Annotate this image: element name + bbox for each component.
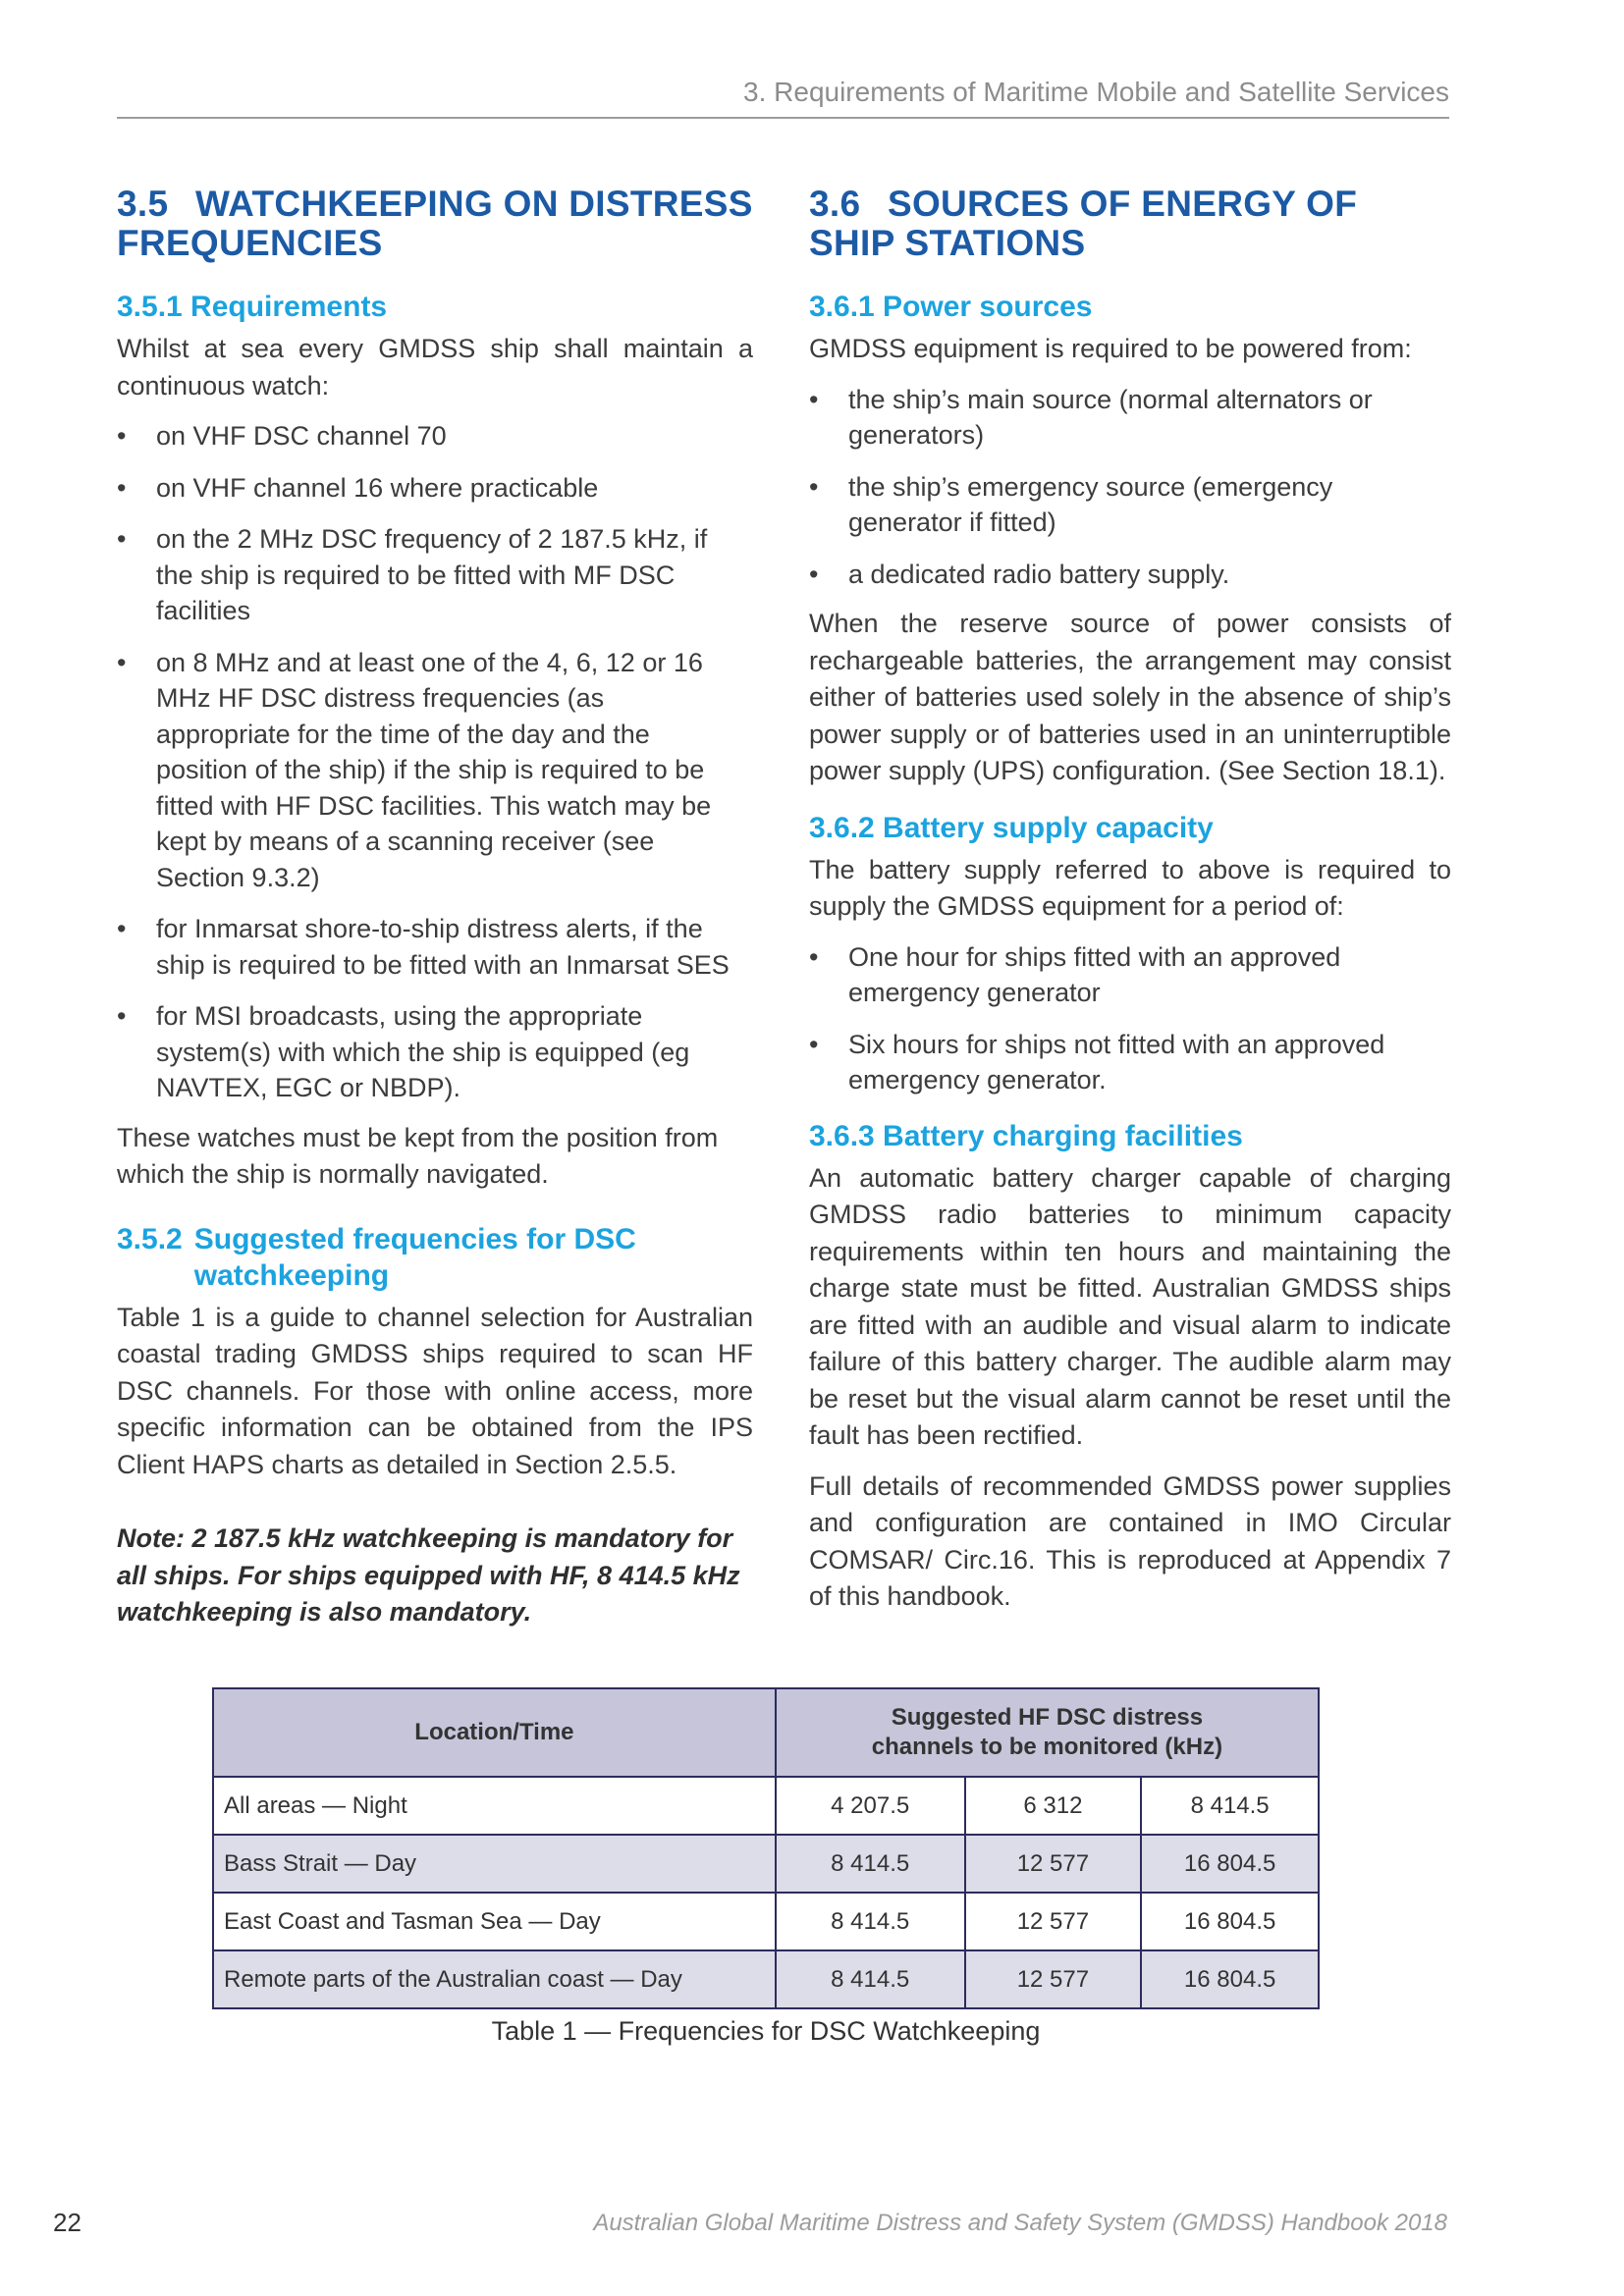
bullet-list	[117, 418, 753, 1106]
frequency-table	[212, 1687, 1320, 2009]
section-title: SOURCES OF ENERGY OF SHIP STATIONS	[809, 184, 1358, 263]
subsection-heading-3-6-1: 3.6.1 Power sources	[809, 291, 1093, 323]
list-item: • the ship’s emergency source (emergency generator if fitted)	[809, 469, 1451, 541]
list-item: • on VHF channel 16 where practicable	[117, 470, 753, 507]
list-item: • for MSI broadcasts, using the appropriate system(s) with which the ship is equipped (eg NAVTEX, EGC or NBDP).	[117, 998, 753, 1106]
subsection-heading-3-5-1: 3.5.1 Requirements	[117, 291, 388, 323]
note-paragraph: Note: 2 187.5 kHz watchkeeping is mandatory for all ships. For ships equipped with HF, 8 414.5 kHz watchkeeping is also mandatory.	[117, 1523, 740, 1627]
cell-location: Remote parts of the Australian coast — Day	[213, 1950, 776, 2008]
paragraph: Full details of recommended GMDSS power supplies and configuration are contained in IMO Circular COMSAR/ Circ.16. This is reproduced at Appendix 7 of this handbook.	[809, 1470, 1451, 1611]
footer-title: Australian Global Maritime Distress and Safety System (GMDSS) Handbook 2018	[593, 2210, 1447, 2236]
cell-frequency: 8 414.5	[776, 1893, 965, 1950]
paragraph: When the reserve source of power consists of rechargeable batteries, the arrangement may consist either of batteries used solely in the absence of ship’s power supply or of batteries used in an uninterruptible power supply (UPS) configuration. (See Section 18.1).	[809, 609, 1451, 785]
cell-location: East Coast and Tasman Sea — Day	[213, 1893, 776, 1950]
left-column	[117, 185, 753, 1631]
section-number: 3.5	[117, 184, 169, 224]
list-item: • on VHF DSC channel 70	[117, 418, 753, 454]
cell-frequency: 12 577	[965, 1893, 1142, 1950]
cell-frequency: 16 804.5	[1141, 1950, 1319, 2008]
bullet-list	[809, 382, 1451, 593]
list-item: • One hour for ships fitted with an approved emergency generator	[809, 939, 1451, 1011]
section-heading-3-5	[117, 185, 753, 263]
paragraph: An automatic battery charger capable of charging GMDSS radio batteries to minimum capacity requirements within ten hours and maintaining the charge state must be fitted. Australian GMDSS ships are fitted with an audible and visual alarm to indicate failure of this battery charger. The audible alarm may be reset but the visual alarm cannot be reset until the fault has been rectified.	[809, 1162, 1451, 1450]
section-heading-3-6	[809, 185, 1451, 263]
section-number: 3.6	[809, 184, 861, 224]
header-location-time: Location/Time	[213, 1688, 776, 1777]
table-header-row	[213, 1688, 1319, 1777]
cell-location: All areas — Night	[213, 1777, 776, 1835]
subsection-title: Suggested frequencies for DSC watchkeeping	[193, 1222, 636, 1292]
right-column	[809, 185, 1451, 1616]
paragraph: GMDSS equipment is required to be powered from:	[809, 334, 1412, 363]
running-head: 3. Requirements of Maritime Mobile and Satellite Services	[743, 77, 1449, 107]
subsection-number: 3.5.2	[117, 1222, 183, 1255]
table-row	[213, 1893, 1319, 1950]
header-suggested-channels: Suggested HF DSC distress channels to be monitored (kHz)	[776, 1688, 1319, 1777]
paragraph: These watches must be kept from the position from which the ship is normally navigated.	[117, 1122, 719, 1189]
subsection-heading-3-6-2: 3.6.2 Battery supply capacity	[809, 811, 1214, 844]
cell-frequency: 6 312	[965, 1777, 1142, 1835]
subsection-heading-3-6-3: 3.6.3 Battery charging facilities	[809, 1119, 1243, 1152]
subsection-heading-3-5-2	[117, 1221, 753, 1294]
cell-frequency: 4 207.5	[776, 1777, 965, 1835]
list-item: • Six hours for ships not fitted with an approved emergency generator.	[809, 1027, 1451, 1098]
list-item: • on 8 MHz and at least one of the 4, 6, 12 or 16 MHz HF DSC distress frequencies (as appropriate for the time of the day and the position of the ship) if the ship is required to be fitted with HF DSC facilities. This watch may be kept by means of a scanning receiver (see Section 9.3.2)	[117, 645, 753, 896]
header-rule	[117, 117, 1449, 119]
cell-frequency: 8 414.5	[776, 1835, 965, 1893]
table-caption: Table 1 — Frequencies for DSC Watchkeeping	[491, 2016, 1041, 2046]
paragraph: Whilst at sea every GMDSS ship shall maintain a continuous watch:	[117, 334, 753, 400]
table-row	[213, 1777, 1319, 1835]
cell-frequency: 12 577	[965, 1950, 1142, 2008]
list-item: • a dedicated radio battery supply.	[809, 557, 1451, 593]
list-item: • the ship’s main source (normal alternators or generators)	[809, 382, 1451, 454]
list-item: • for Inmarsat shore-to-ship distress alerts, if the ship is required to be fitted with an Inmarsat SES	[117, 911, 753, 983]
table-row	[213, 1950, 1319, 2008]
cell-frequency: 8 414.5	[776, 1950, 965, 2008]
section-title: WATCHKEEPING ON DISTRESS FREQUENCIES	[117, 184, 753, 263]
cell-frequency: 8 414.5	[1141, 1777, 1319, 1835]
table-row	[213, 1835, 1319, 1893]
cell-location: Bass Strait — Day	[213, 1835, 776, 1893]
page-number: 22	[53, 2208, 81, 2237]
cell-frequency: 12 577	[965, 1835, 1142, 1893]
bullet-list	[809, 939, 1451, 1098]
cell-frequency: 16 804.5	[1141, 1893, 1319, 1950]
paragraph: The battery supply referred to above is required to supply the GMDSS equipment for a period of:	[809, 854, 1451, 921]
list-item: • on the 2 MHz DSC frequency of 2 187.5 kHz, if the ship is required to be fitted with MF DSC facilities	[117, 521, 753, 629]
paragraph: Table 1 is a guide to channel selection for Australian coastal trading GMDSS ships required to scan HF DSC channels. For those with online access, more specific information can be obtained from the IPS Client HAPS charts as detailed in Section 2.5.5.	[117, 1302, 753, 1479]
cell-frequency: 16 804.5	[1141, 1835, 1319, 1893]
